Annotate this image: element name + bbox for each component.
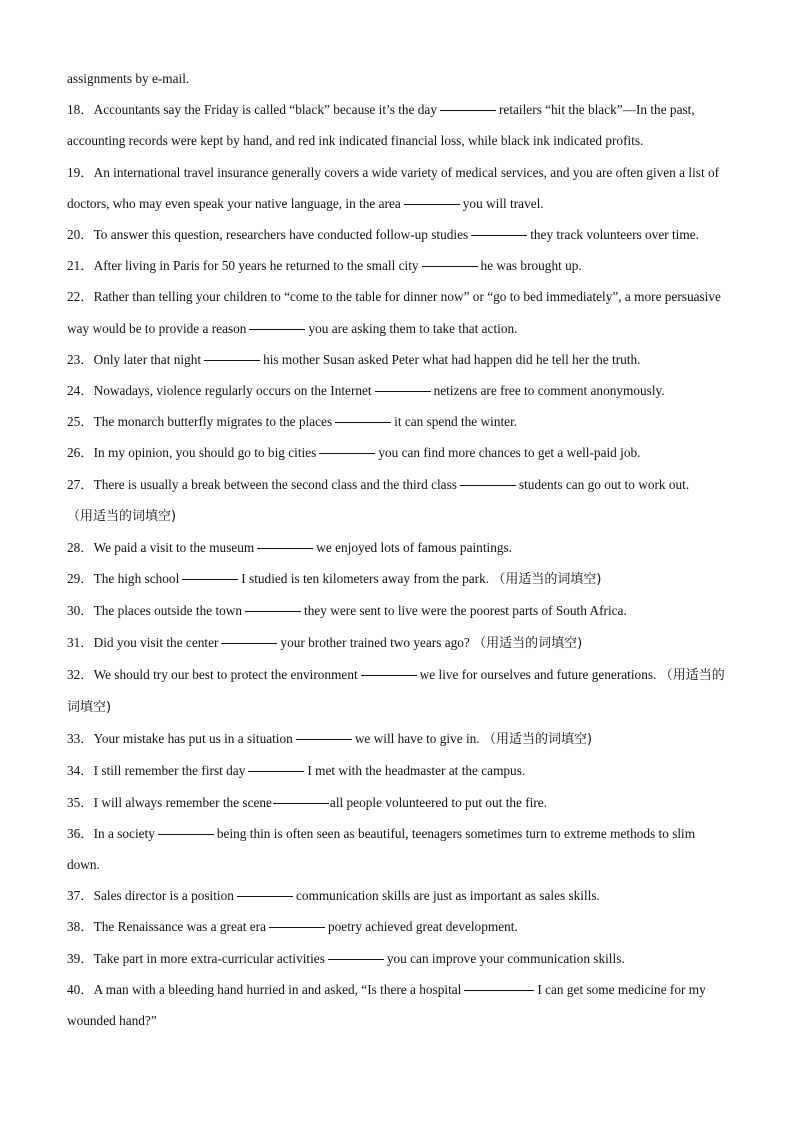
answer-blank[interactable] [319, 453, 375, 454]
question-text-before-blank: The monarch butterfly migrates to the places [93, 414, 333, 430]
question-31 [67, 627, 728, 659]
answer-blank[interactable] [158, 834, 214, 835]
question-text-before-blank: Did you visit the center [93, 634, 219, 650]
question-number: 23． [67, 351, 94, 367]
continued-text [67, 63, 728, 94]
answer-blank[interactable] [249, 329, 305, 330]
question-38 [67, 911, 728, 942]
question-text-before-blank: There is usually a break between the second class and the third class [93, 476, 457, 492]
question-number: 32． [67, 666, 94, 682]
question-number: 31． [67, 634, 94, 650]
answer-blank[interactable] [204, 360, 260, 361]
answer-blank[interactable] [257, 548, 313, 549]
answer-blank[interactable] [269, 927, 325, 928]
answer-blank[interactable] [460, 485, 516, 486]
question-number: 26． [67, 445, 94, 461]
question-number: 19． [67, 164, 94, 180]
question-28 [67, 532, 728, 563]
question-number: 24． [67, 383, 94, 399]
question-30 [67, 595, 728, 626]
question-39 [67, 943, 728, 974]
question-29 [67, 563, 728, 595]
question-number: 22． [67, 289, 94, 305]
instruction-note: （用适当的词填空) [473, 635, 583, 651]
answer-blank[interactable] [375, 391, 431, 392]
question-text-after-blank: I can get some medicine for my wounded hand?” [67, 981, 706, 1029]
question-34 [67, 755, 728, 786]
question-number: 38． [67, 919, 94, 935]
question-23 [67, 344, 728, 375]
question-text-after-blank: retailers “hit the black”—In the past, accounting records were kept by hand, and red ink indicated financial loss, while black ink indicated profits. [67, 102, 695, 149]
question-18 [67, 94, 728, 156]
question-number: 40． [67, 981, 94, 997]
question-number: 39． [67, 950, 94, 966]
question-number: 18． [67, 102, 94, 118]
question-text-after-blank: it can spend the winter. [394, 414, 518, 430]
question-number: 30． [67, 603, 94, 619]
answer-blank[interactable] [245, 611, 301, 612]
question-text-before-blank: I still remember the first day [93, 763, 246, 779]
question-text-after-blank: all people volunteered to put out the fire. [329, 794, 548, 810]
answer-blank[interactable] [237, 896, 293, 897]
question-text-before-blank: Take part in more extra-curricular activities [93, 950, 325, 966]
question-text-before-blank: An international travel insurance generally covers a wide variety of medical services, and you are often given a list of doctors, who may even speak your native language, in the area [67, 164, 720, 211]
question-text-before-blank: We should try our best to protect the environment [93, 666, 358, 682]
question-number: 28． [67, 540, 94, 556]
question-text-before-blank: assignments by e-mail. [67, 71, 190, 86]
instruction-note: （用适当的词填空) [492, 572, 602, 588]
question-text-before-blank: In my opinion, you should go to big cities [93, 445, 317, 461]
answer-blank[interactable] [422, 266, 478, 267]
question-text-before-blank: I will always remember the scene [93, 794, 272, 810]
question-37 [67, 880, 728, 911]
question-text-after-blank: he was brought up. [480, 258, 582, 274]
question-text-after-blank: students can go out to work out. [518, 476, 690, 492]
question-32 [67, 659, 728, 723]
question-text-after-blank: you can find more chances to get a well-paid job. [378, 445, 641, 461]
answer-blank[interactable] [296, 739, 352, 740]
instruction-note: （用适当的词填空) [67, 508, 177, 524]
question-22 [67, 281, 728, 343]
question-text-before-blank: The places outside the town [93, 603, 243, 619]
question-text-after-blank: being thin is often seen as beautiful, teenagers sometimes turn to extreme methods to slim down. [67, 825, 696, 873]
answer-blank[interactable] [221, 643, 277, 644]
question-text-before-blank: Only later that night [93, 351, 202, 367]
question-text-before-blank: Rather than telling your children to “come to the table for dinner now” or “go to bed immediately”, a more persuasive way would be to provide a reason [67, 289, 721, 336]
question-number: 36． [67, 825, 94, 841]
question-text-after-blank: we enjoyed lots of famous paintings. [316, 540, 513, 556]
question-text-after-blank: you can improve your communication skills. [386, 950, 625, 966]
question-26 [67, 437, 728, 468]
question-text-after-blank: his mother Susan asked Peter what had happen did he tell her the truth. [263, 351, 641, 367]
question-number: 25． [67, 414, 94, 430]
question-19 [67, 157, 728, 219]
question-text-before-blank: The high school [93, 571, 180, 587]
answer-blank[interactable] [273, 803, 329, 804]
answer-blank[interactable] [335, 422, 391, 423]
question-25 [67, 406, 728, 437]
question-36 [67, 818, 728, 880]
answer-blank[interactable] [182, 579, 238, 580]
question-number: 27． [67, 476, 94, 492]
question-number: 37． [67, 888, 94, 904]
question-number: 20． [67, 227, 94, 243]
question-text-before-blank: Your mistake has put us in a situation [93, 731, 293, 747]
question-text-after-blank: communication skills are just as important as sales skills. [295, 888, 600, 904]
question-35 [67, 787, 728, 818]
question-text-before-blank: We paid a visit to the museum [93, 540, 255, 556]
question-text-before-blank: To answer this question, researchers have conducted follow-up studies [93, 227, 469, 243]
answer-blank[interactable] [361, 675, 417, 676]
question-number: 21． [67, 258, 94, 274]
answer-blank[interactable] [404, 204, 460, 205]
question-40 [67, 974, 728, 1036]
question-20 [67, 219, 728, 250]
question-text-after-blank: they were sent to live were the poorest parts of South Africa. [304, 603, 627, 619]
question-24 [67, 375, 728, 406]
question-text-before-blank: After living in Paris for 50 years he returned to the small city [93, 258, 419, 274]
question-text-after-blank: netizens are free to comment anonymously. [433, 383, 665, 399]
question-21 [67, 250, 728, 281]
instruction-note: （用适当的词填空) [67, 667, 725, 716]
answer-blank[interactable] [440, 110, 496, 111]
question-33 [67, 723, 728, 755]
question-number: 29． [67, 571, 94, 587]
question-text-after-blank: you are asking them to take that action. [308, 320, 518, 336]
answer-blank[interactable] [471, 235, 527, 236]
question-text-before-blank: Sales director is a position [93, 888, 234, 904]
answer-blank[interactable] [464, 990, 534, 991]
question-number: 35． [67, 794, 94, 810]
question-number: 34． [67, 763, 94, 779]
question-text-after-blank: we will have to give in. [354, 731, 480, 747]
question-text-before-blank: Accountants say the Friday is called “black” because it’s the day [93, 102, 437, 118]
question-27 [67, 469, 728, 532]
question-text-after-blank: you will travel. [462, 195, 544, 211]
question-text-after-blank: I studied is ten kilometers away from the park. [241, 571, 490, 587]
question-text-after-blank: I met with the headmaster at the campus. [307, 763, 526, 779]
question-text-before-blank: In a society [93, 825, 155, 841]
question-text-after-blank: we live for ourselves and future generations. [419, 666, 657, 682]
question-number: 33． [67, 731, 94, 747]
question-text-before-blank: A man with a bleeding hand hurried in and asked, “Is there a hospital [93, 981, 462, 997]
question-text-after-blank: poetry achieved great development. [328, 919, 518, 935]
question-text-before-blank: Nowadays, violence regularly occurs on the Internet [93, 383, 372, 399]
question-text-before-blank: The Renaissance was a great era [93, 919, 266, 935]
question-text-after-blank: your brother trained two years ago? [280, 634, 470, 650]
answer-blank[interactable] [248, 771, 304, 772]
answer-blank[interactable] [328, 959, 384, 960]
question-text-after-blank: they track volunteers over time. [530, 227, 699, 243]
instruction-note: （用适当的词填空) [482, 732, 593, 748]
